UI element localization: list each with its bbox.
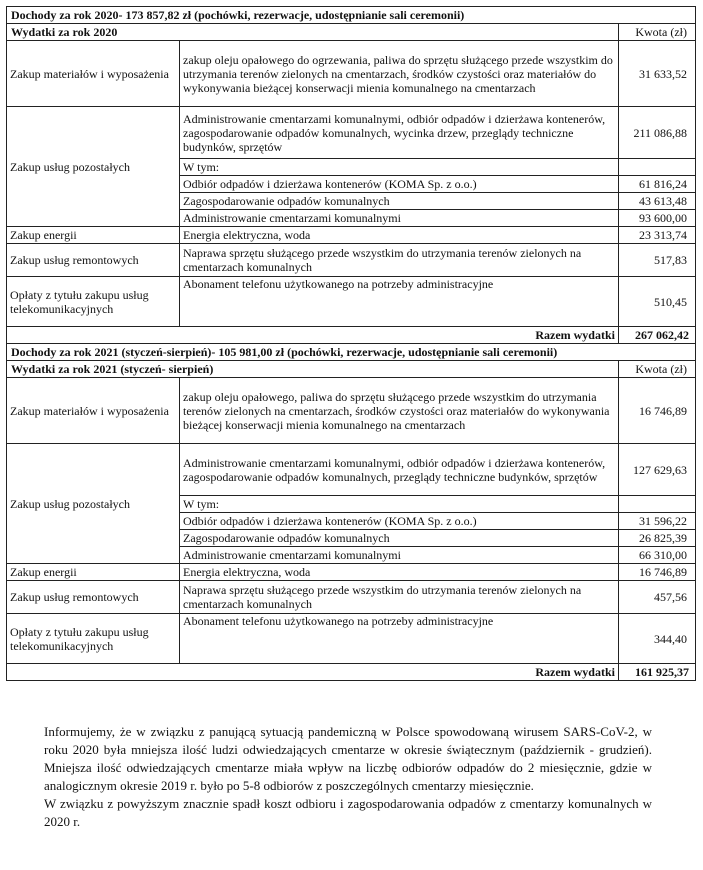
- category-amount: 127 629,63: [619, 444, 696, 496]
- of-which-label: W tym:: [180, 159, 619, 176]
- total-value: 161 925,37: [619, 664, 696, 681]
- table-row: [7, 444, 696, 496]
- category-desc: Energia elektryczna, woda: [180, 227, 619, 244]
- empty-cell: [7, 664, 180, 681]
- category-desc: Abonament telefonu użytkowanego na potrzeby administracyjne: [180, 614, 619, 664]
- subitem-amount: 93 600,00: [619, 210, 696, 227]
- category-amount: 457,56: [619, 581, 696, 614]
- category-label: Zakup energii: [7, 227, 180, 244]
- empty-cell: [7, 327, 180, 344]
- total-label: Razem wydatki: [180, 327, 619, 344]
- category-amount: 517,83: [619, 244, 696, 277]
- total-label: Razem wydatki: [180, 664, 619, 681]
- table-row: [7, 564, 696, 581]
- subitem-desc: Zagospodarowanie odpadów komunalnych: [180, 530, 619, 547]
- category-label: Zakup materiałów i wyposażenia: [7, 41, 180, 107]
- table-row: [7, 581, 696, 614]
- subitem-amount: 26 825,39: [619, 530, 696, 547]
- empty-cell: [619, 496, 696, 513]
- amount-header: Kwota (zł): [619, 24, 696, 41]
- explanatory-note: [44, 723, 652, 831]
- category-desc: Naprawa sprzętu służącego przede wszystkim do utrzymania terenów zielonych na cmentarzach komunalnych: [180, 244, 619, 277]
- category-desc: Naprawa sprzętu służącego przede wszystkim do utrzymania terenów zielonych na cmentarzach komunalnych: [180, 581, 619, 614]
- note-paragraph: Informujemy, że w związku z panującą sytuacją pandemiczną w Polsce spowodowaną wirusem SARS-CoV-2, w roku 2020 była mniejsza ilość ludzi odwiedzających cmentarze w okresie świątecznym (październik - grudzień). Mniejsza ilość odwiedzających cmentarze miała wpływ na liczbę odbiorów odpadów do 2 miesięcznie, gdzie w analogicznym okresie 2019 r. było po 5-8 odbiorów z poszczególnych cmentarzy miesięcznie.: [44, 724, 652, 793]
- subitem-amount: 43 613,48: [619, 193, 696, 210]
- category-desc: Abonament telefonu użytkowanego na potrzeby administracyjne: [180, 277, 619, 327]
- category-desc: Energia elektryczna, woda: [180, 564, 619, 581]
- category-desc: zakup oleju opałowego, paliwa do sprzętu służącego przede wszystkim do utrzymania terenów zielonych na cmentarzach, środków czystości oraz materiałów do wykonywania bieżącej konserwacji mienia komunalnego na cmentarzach: [180, 378, 619, 444]
- category-label: Zakup usług pozostałych: [7, 107, 180, 227]
- total-2020-row: [7, 327, 696, 344]
- income-2021: Dochody za rok 2021 (styczeń-sierpień)- 105 981,00 zł (pochówki, rezerwacje, udostępnianie sali ceremonii): [7, 344, 696, 361]
- category-amount: 23 313,74: [619, 227, 696, 244]
- category-label: Zakup usług remontowych: [7, 581, 180, 614]
- category-amount: 16 746,89: [619, 378, 696, 444]
- category-amount: 31 633,52: [619, 41, 696, 107]
- table-row: [7, 41, 696, 107]
- amount-header: Kwota (zł): [619, 361, 696, 378]
- expenses-table: [6, 6, 696, 681]
- of-which-label: W tym:: [180, 496, 619, 513]
- empty-cell: [619, 159, 696, 176]
- category-amount: 16 746,89: [619, 564, 696, 581]
- table-row: [7, 614, 696, 664]
- subitem-amount: 31 596,22: [619, 513, 696, 530]
- total-2021-row: [7, 664, 696, 681]
- expenses-2021-title: Wydatki za rok 2021 (styczeń- sierpień): [7, 361, 619, 378]
- income-2021-row: [7, 344, 696, 361]
- table-row: [7, 227, 696, 244]
- income-2020: Dochody za rok 2020- 173 857,82 zł (pochówki, rezerwacje, udostępnianie sali ceremonii): [7, 7, 696, 24]
- category-label: Opłaty z tytułu zakupu usług telekomunikacyjnych: [7, 277, 180, 327]
- expenses-2020-title: Wydatki za rok 2020: [7, 24, 619, 41]
- category-amount: 344,40: [619, 614, 696, 664]
- category-label: Zakup usług remontowych: [7, 244, 180, 277]
- category-label: Zakup materiałów i wyposażenia: [7, 378, 180, 444]
- subitem-amount: 61 816,24: [619, 176, 696, 193]
- subitem-desc: Administrowanie cmentarzami komunalnymi: [180, 210, 619, 227]
- note-paragraph: W związku z powyższym znacznie spadł koszt odbioru i zagospodarowania odpadów z cmentarzy komunalnych w 2020 r.: [44, 796, 652, 829]
- subitem-desc: Administrowanie cmentarzami komunalnymi: [180, 547, 619, 564]
- subitem-amount: 66 310,00: [619, 547, 696, 564]
- table-row: [7, 378, 696, 444]
- subitem-desc: Zagospodarowanie odpadów komunalnych: [180, 193, 619, 210]
- category-label: Zakup energii: [7, 564, 180, 581]
- table-row: [7, 107, 696, 159]
- table-row: [7, 277, 696, 327]
- category-label: Opłaty z tytułu zakupu usług telekomunikacyjnych: [7, 614, 180, 664]
- table-row: [7, 244, 696, 277]
- subitem-desc: Odbiór odpadów i dzierżawa kontenerów (KOMA Sp. z o.o.): [180, 176, 619, 193]
- category-amount: 510,45: [619, 277, 696, 327]
- category-label: Zakup usług pozostałych: [7, 444, 180, 564]
- total-value: 267 062,42: [619, 327, 696, 344]
- expenses-2021-header-row: [7, 361, 696, 378]
- category-amount: 211 086,88: [619, 107, 696, 159]
- income-2020-row: [7, 7, 696, 24]
- category-desc: Administrowanie cmentarzami komunalnymi, odbiór odpadów i dzierżawa kontenerów, zagospodarowanie odpadów komunalnych, przeglądy techniczne budynków, sprzętów: [180, 444, 619, 496]
- category-desc: zakup oleju opałowego do ogrzewania, paliwa do sprzętu służącego przede wszystkim do utrzymania terenów zielonych na cmentarzach, środków czystości oraz materiałów do wykonywania bieżącej konserwacji mienia komunalnego na cmentarzach: [180, 41, 619, 107]
- subitem-desc: Odbiór odpadów i dzierżawa kontenerów (KOMA Sp. z o.o.): [180, 513, 619, 530]
- expenses-2020-header-row: [7, 24, 696, 41]
- category-desc: Administrowanie cmentarzami komunalnymi, odbiór odpadów i dzierżawa kontenerów, zagospodarowanie odpadów komunalnych, wycinka drzew, przeglądy techniczne budynków, sprzętów: [180, 107, 619, 159]
